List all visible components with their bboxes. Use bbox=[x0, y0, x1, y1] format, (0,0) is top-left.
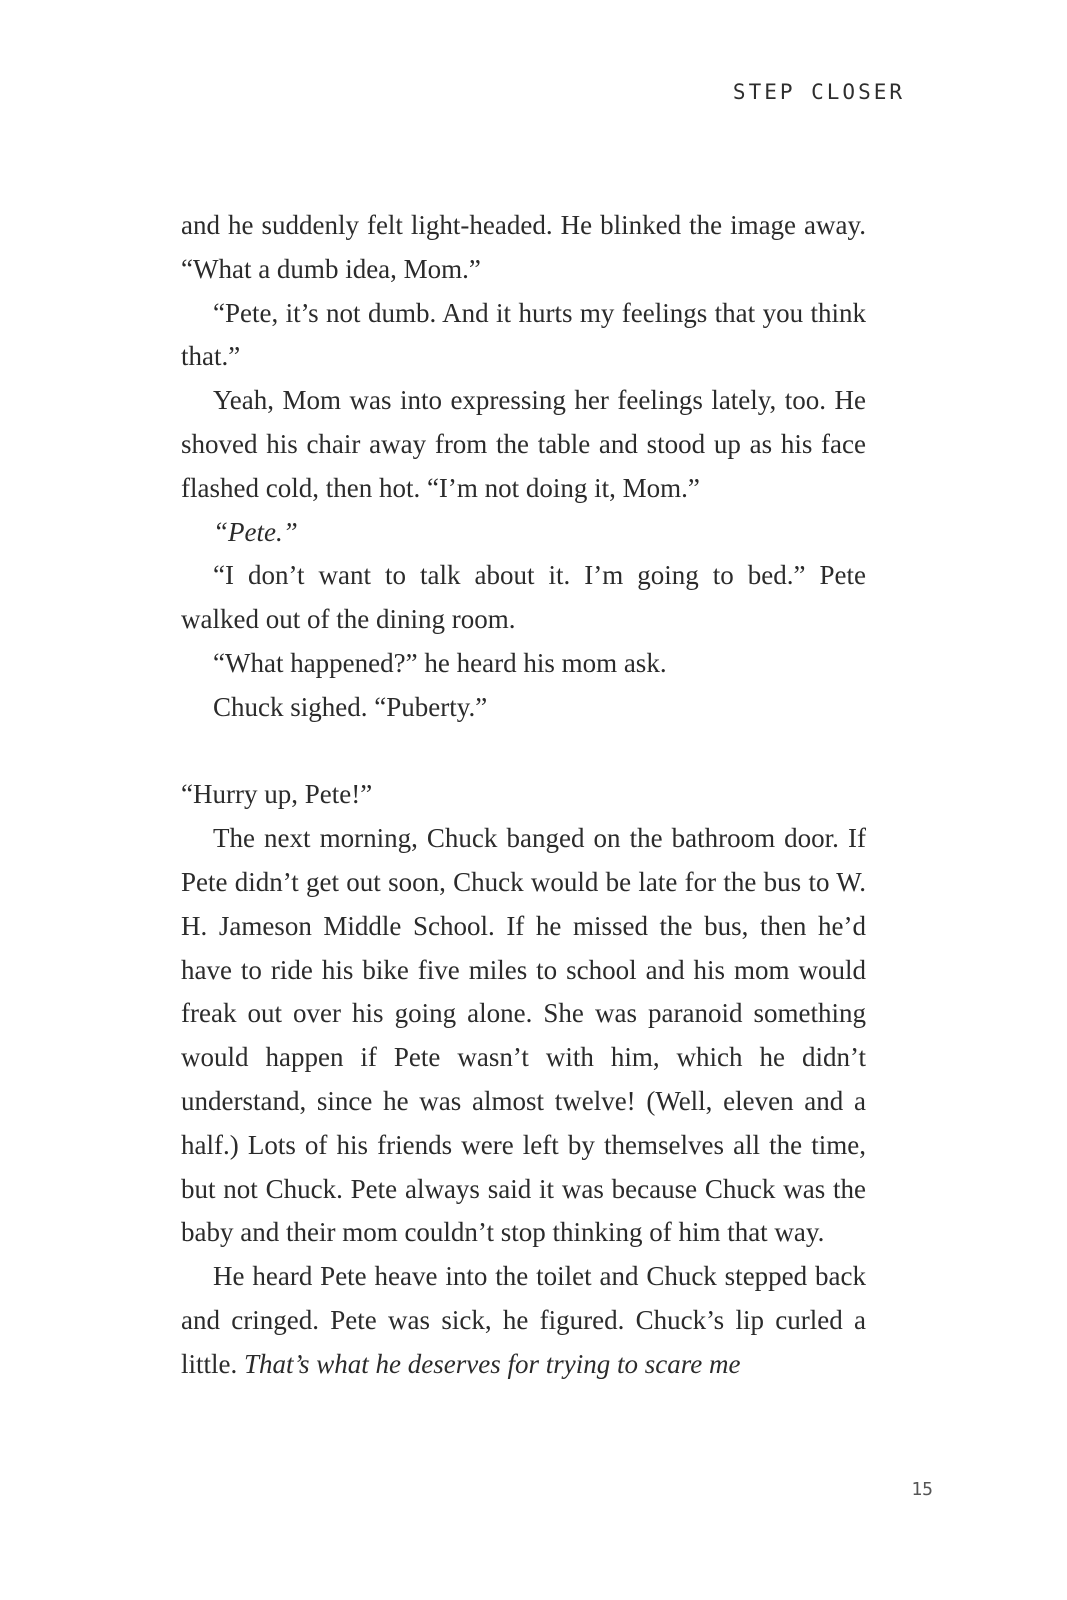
paragraph-7: Chuck sighed. “Puberty.” bbox=[213, 691, 488, 722]
paragraph-10-text: He heard Pete heave into the toilet and Chuck stepped back and cringed. Pete was sick, he figured. Chuck’s lip curled a little. bbox=[181, 1261, 866, 1379]
paragraph-10-italic-thought: That’s what he deserves for trying to scare me bbox=[244, 1348, 741, 1379]
paragraph-6: “What happened?” he heard his mom ask. bbox=[213, 647, 667, 678]
paragraph-3: Yeah, Mom was into expressing her feelings lately, too. He shoved his chair away from the table and stood up as his face flashed cold, then hot. “I’m not doing it, Mom.” bbox=[181, 385, 866, 503]
paragraph-8: “Hurry up, Pete!” bbox=[181, 779, 373, 810]
running-head: STEP CLOSER bbox=[732, 80, 905, 104]
paragraph-2: “Pete, it’s not dumb. And it hurts my feelings that you think that.” bbox=[181, 297, 866, 372]
paragraph-4: “Pete.” bbox=[213, 516, 298, 547]
body-text bbox=[181, 204, 866, 1387]
paragraph-5: “I don’t want to talk about it. I’m going to bed.” Pete walked out of the dining room. bbox=[181, 560, 866, 635]
paragraph-1: and he suddenly felt light-headed. He blinked the image away. “What a dumb idea, Mom.” bbox=[181, 210, 866, 284]
paragraph-9: The next morning, Chuck banged on the bathroom door. If Pete didn’t get out soon, Chuck would be late for the bus to W. H. Jameson Middle School. If he missed the bus, then he’d have to ride his bike five miles to school and his mom would freak out over his going alone. She was paranoid something would happen if Pete wasn’t with him, which he didn’t understand, since he was almost twelve! (Well, eleven and a half.) Lots of his friends were left by themselves all the time, but not Chuck. Pete always said it was because Chuck was the baby and their mom couldn’t stop thinking of him that way. bbox=[181, 823, 866, 1248]
paragraph-10 bbox=[181, 1255, 866, 1386]
page-number: 15 bbox=[911, 1479, 933, 1500]
